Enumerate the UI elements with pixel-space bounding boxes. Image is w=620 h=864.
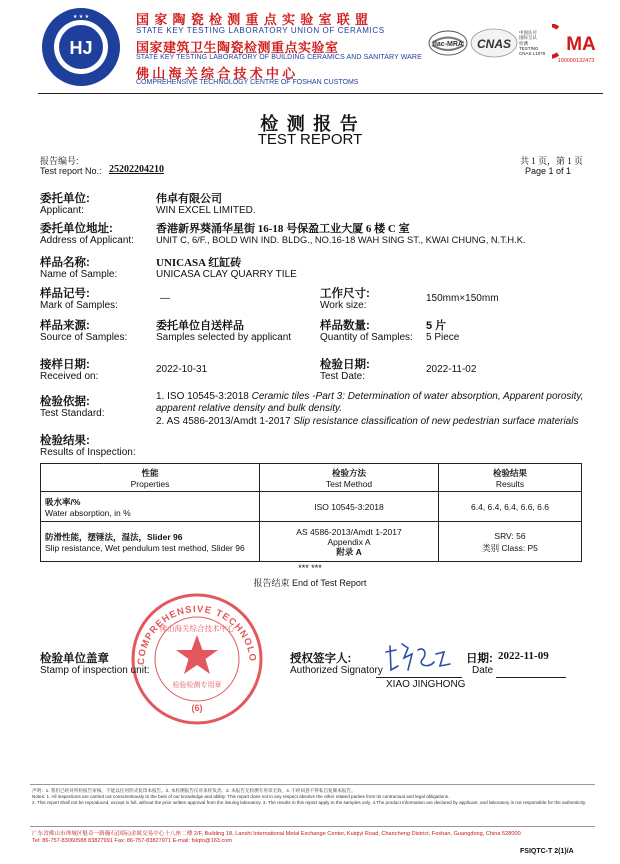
row1-method: ISO 10545-3:2018: [260, 492, 439, 522]
cnas-sub-4: TESTING: [519, 45, 539, 51]
signer-name: XIAO JINGHONG: [386, 679, 466, 690]
header-line2-en: STATE KEY TESTING LABORATORY OF BUILDING CERAMICS AND SANITARY WARE: [136, 54, 422, 61]
report-no-label-cn: 报告编号:: [40, 156, 79, 166]
header-properties-cn: 性能: [141, 467, 159, 478]
cnas-sub-3: 检测: [519, 40, 528, 46]
footer-divider: [30, 784, 595, 785]
standard-item-2: [156, 416, 596, 428]
row2-method-1: AS 4586-2013/Amdt 1-2017: [296, 526, 402, 537]
seal-bottom-cn: 检验检测专用章: [172, 681, 222, 689]
applicant-label-cn: 委托单位:: [40, 193, 90, 205]
quantity-label-cn: 样品数量:: [320, 320, 370, 332]
footer-note-3: 2. This report shall not be reproduced, except in full, without the prior written approval from the issuing laboratory. 3. The results in this report apply to the samples only. 4.The product information are declared by applicant, and laboratory is not responsible for the authenticity.: [32, 800, 587, 805]
footer-note-1: 声明：1. 我们已经对所检报告审核、不能以任何形式复印本报告。2. 本检测报告仅对来样负责。3. 本报告无检测专用章无效。4. 不经同意不得私自复制本报告。: [32, 788, 356, 793]
mark-label-en: Mark of Samples:: [40, 300, 118, 311]
header-results: [439, 464, 582, 492]
row1-result: 6.4, 6.4, 6.4, 6.6, 6.6: [439, 492, 582, 522]
title-cn: 检 测 报 告: [260, 114, 360, 134]
row2-result: [439, 522, 582, 562]
report-no-label-en: Test report No.:: [40, 166, 102, 176]
row1-property: [41, 492, 260, 522]
date-label-en: Date: [472, 665, 494, 676]
test-date-value: 2022-11-02: [426, 364, 477, 375]
official-seal: [122, 587, 272, 727]
cnas-sub-5: CNAS L1070: [519, 51, 546, 57]
header-line3-cn: 佛 山 海 关 综 合 技 术 中 心: [136, 66, 296, 81]
row2-property-en: Slip resistance, Wet pendulum test method, Slider 96: [45, 542, 245, 553]
mark-value: —: [160, 293, 170, 304]
mark-label-cn: 样品记号:: [40, 288, 90, 300]
page-count-cn: 共 1 页，第 1 页: [520, 156, 584, 166]
header-properties: [41, 464, 260, 492]
row1-property-cn: 吸水率/%: [45, 496, 81, 507]
work-size-label-en: Work size:: [320, 300, 367, 311]
sample-name-value-cn: UNICASA 红缸砖: [156, 257, 242, 269]
footer-note-2: Notes: 1. All inspections are carried out conscientiously to the best of our knowledge and ability. This report does not in any respect absolve the other related parties from its contractual and legal obligations.: [32, 794, 450, 799]
stamp-label-cn: 检验单位盖章: [40, 653, 109, 665]
svg-text:★ ★ ★: ★ ★ ★: [72, 14, 90, 20]
header-line1-en: STATE KEY TESTING LABORATORY UNION OF CERAMICS: [136, 26, 385, 35]
standard-1-title: Ceramic tiles -Part 3: Determination of water absorption, Apparent porosity, apparent relative density and bulk density.: [156, 391, 584, 414]
cnas-text: CNAS: [476, 37, 512, 51]
report-no-value: 25202204210: [109, 164, 164, 175]
results-table: [40, 463, 582, 562]
footer-notes: [32, 788, 592, 806]
header-results-cn: 检验结果: [492, 467, 527, 478]
header-method-cn: 检验方法: [331, 467, 366, 478]
header-method: [260, 464, 439, 492]
row1-property-en: Water absorption, in %: [45, 507, 131, 518]
sample-name-label-cn: 样品名称:: [40, 257, 90, 269]
standard-2-code: 2. AS 4586-2013/Amdt 1-2017: [156, 416, 294, 427]
row2-method-2: Appendix A: [327, 536, 371, 547]
end-stars: *** ***: [298, 563, 322, 573]
results-label-cn: 检验结果:: [40, 435, 90, 447]
table-row: [41, 522, 582, 562]
row2-property: [41, 522, 260, 562]
title-en: TEST REPORT: [257, 131, 363, 148]
footer-contact: Tel: 86-757-83060588 83827991 Fax: 86-757-83827971 E-mail: fsiqto@163.com: [32, 838, 233, 844]
standard-label-en: Test Standard:: [40, 408, 105, 419]
quantity-label-en: Quantity of Samples:: [320, 332, 413, 343]
standard-item-1: [156, 391, 596, 415]
source-value-en: Samples selected by applicant: [156, 332, 292, 343]
cma-logo: [552, 24, 600, 64]
footer-divider-2: [30, 826, 595, 827]
ilac-mra-logo: [428, 30, 468, 56]
source-label-en: Source of Samples:: [40, 332, 128, 343]
signature-line: [376, 677, 462, 678]
header-line1-cn: 国 家 陶 瓷 检 测 重 点 实 验 室 联 盟: [136, 12, 370, 27]
header-results-en: Results: [495, 478, 525, 489]
address-value-en: UNIT C, 6/F., BOLD WIN IND. BLDG., NO.16-18 WAH SING ST., KWAI CHUNG, N.T.H.K.: [156, 235, 526, 245]
stamp-label-en: Stamp of inspection unit:: [40, 665, 150, 676]
page-count-en: Page 1 of 1: [525, 166, 572, 176]
handwritten-signature: [378, 636, 458, 680]
lab-logo: [40, 6, 122, 88]
date-line: [496, 677, 566, 678]
footer-address: 广东省佛山市禅城区魁奇一路瀚石(国际)金属交易中心十八座二楼 2/F, Building 18, Lanshi International Metal Exchange Center, Kuiqiyi Road, Chancheng District, Foshan, Guangdong, China 528000: [32, 831, 521, 837]
cnas-sub-2: 国际互认: [519, 35, 537, 41]
cnas-caption: [519, 30, 545, 56]
table-row: [41, 492, 582, 522]
address-label-en: Address of Applicant:: [40, 235, 134, 246]
header-divider: [38, 93, 603, 94]
standard-1-code: 1. ISO 10545-3:2018: [156, 391, 252, 402]
table-header-row: [41, 464, 582, 492]
received-label-cn: 接样日期:: [40, 359, 90, 371]
end-of-report: 报告结束 End of Test Report: [253, 578, 367, 588]
standard-label-cn: 检验依据:: [40, 396, 90, 408]
seal-inner-cn: 佛山海关综合技术中心: [159, 624, 235, 633]
seal-ring-text: COMPREHENSIVE TECHNOLO: [135, 603, 259, 666]
test-date-label-en: Test Date:: [320, 371, 366, 382]
date-value: 2022-11-09: [498, 650, 549, 662]
row2-result-2: 类别 Class: P5: [482, 542, 538, 553]
applicant-label-en: Applicant:: [40, 205, 84, 216]
logo-hj-text: HJ: [69, 38, 93, 58]
ilac-text: ilac-MRA: [433, 41, 463, 48]
test-date-label-cn: 检验日期:: [320, 359, 370, 371]
row2-result-1: SRV: 56: [494, 530, 526, 541]
header-method-en: Test Method: [325, 478, 373, 489]
address-label-cn: 委托单位地址:: [40, 223, 113, 235]
cnas-logo: [470, 28, 518, 58]
work-size-label-cn: 工作尺寸:: [320, 288, 370, 300]
signatory-label-en: Authorized Signatory: [290, 665, 383, 676]
header-line2-cn: 国家建筑卫生陶瓷检测重点实验室: [136, 40, 339, 55]
applicant-value-cn: 伟卓有限公司: [156, 193, 222, 205]
received-value: 2022-10-31: [156, 364, 208, 375]
form-code: FSIQTC-T 2(1)/A: [520, 848, 574, 855]
quantity-value-en: 5 Piece: [426, 332, 460, 343]
source-label-cn: 样品来源:: [40, 320, 90, 332]
address-value-cn: 香港新界葵涌华星街 16-18 号保盈工业大厦 6 楼 C 室: [156, 223, 410, 235]
row2-method: [260, 522, 439, 562]
header-properties-en: Properties: [130, 478, 170, 489]
date-label-cn: 日期:: [466, 653, 493, 665]
seal-number: (6): [191, 703, 203, 713]
sample-name-value-en: UNICASA CLAY QUARRY TILE: [156, 269, 297, 280]
applicant-value-en: WIN EXCEL LIMITED.: [156, 205, 256, 216]
header-line3-en: COMPREHENSIVE TECHNOLOGY CENTRE OF FOSHAN CUSTOMS: [136, 79, 359, 86]
cma-text: MA: [566, 34, 596, 55]
row2-property-cn: 防滑性能，摆锤法，湿法，Slider 96: [45, 531, 183, 542]
results-label-en: Results of Inspection:: [40, 447, 136, 458]
standard-2-title: Slip resistance classification of new pedestrian surface materials: [293, 416, 579, 427]
quantity-value-cn: 5 片: [426, 320, 447, 332]
source-value-cn: 委托单位自送样品: [156, 320, 244, 332]
row2-method-3: 附录 A: [336, 546, 362, 557]
sample-name-label-en: Name of Sample:: [40, 269, 118, 280]
work-size-value: 150mm×150mm: [426, 293, 499, 304]
signatory-label-cn: 授权签字人:: [290, 653, 352, 665]
received-label-en: Received on:: [40, 371, 99, 382]
cma-number: 190000132473: [557, 58, 595, 64]
cnas-sub-1: 中国认可: [519, 30, 537, 35]
